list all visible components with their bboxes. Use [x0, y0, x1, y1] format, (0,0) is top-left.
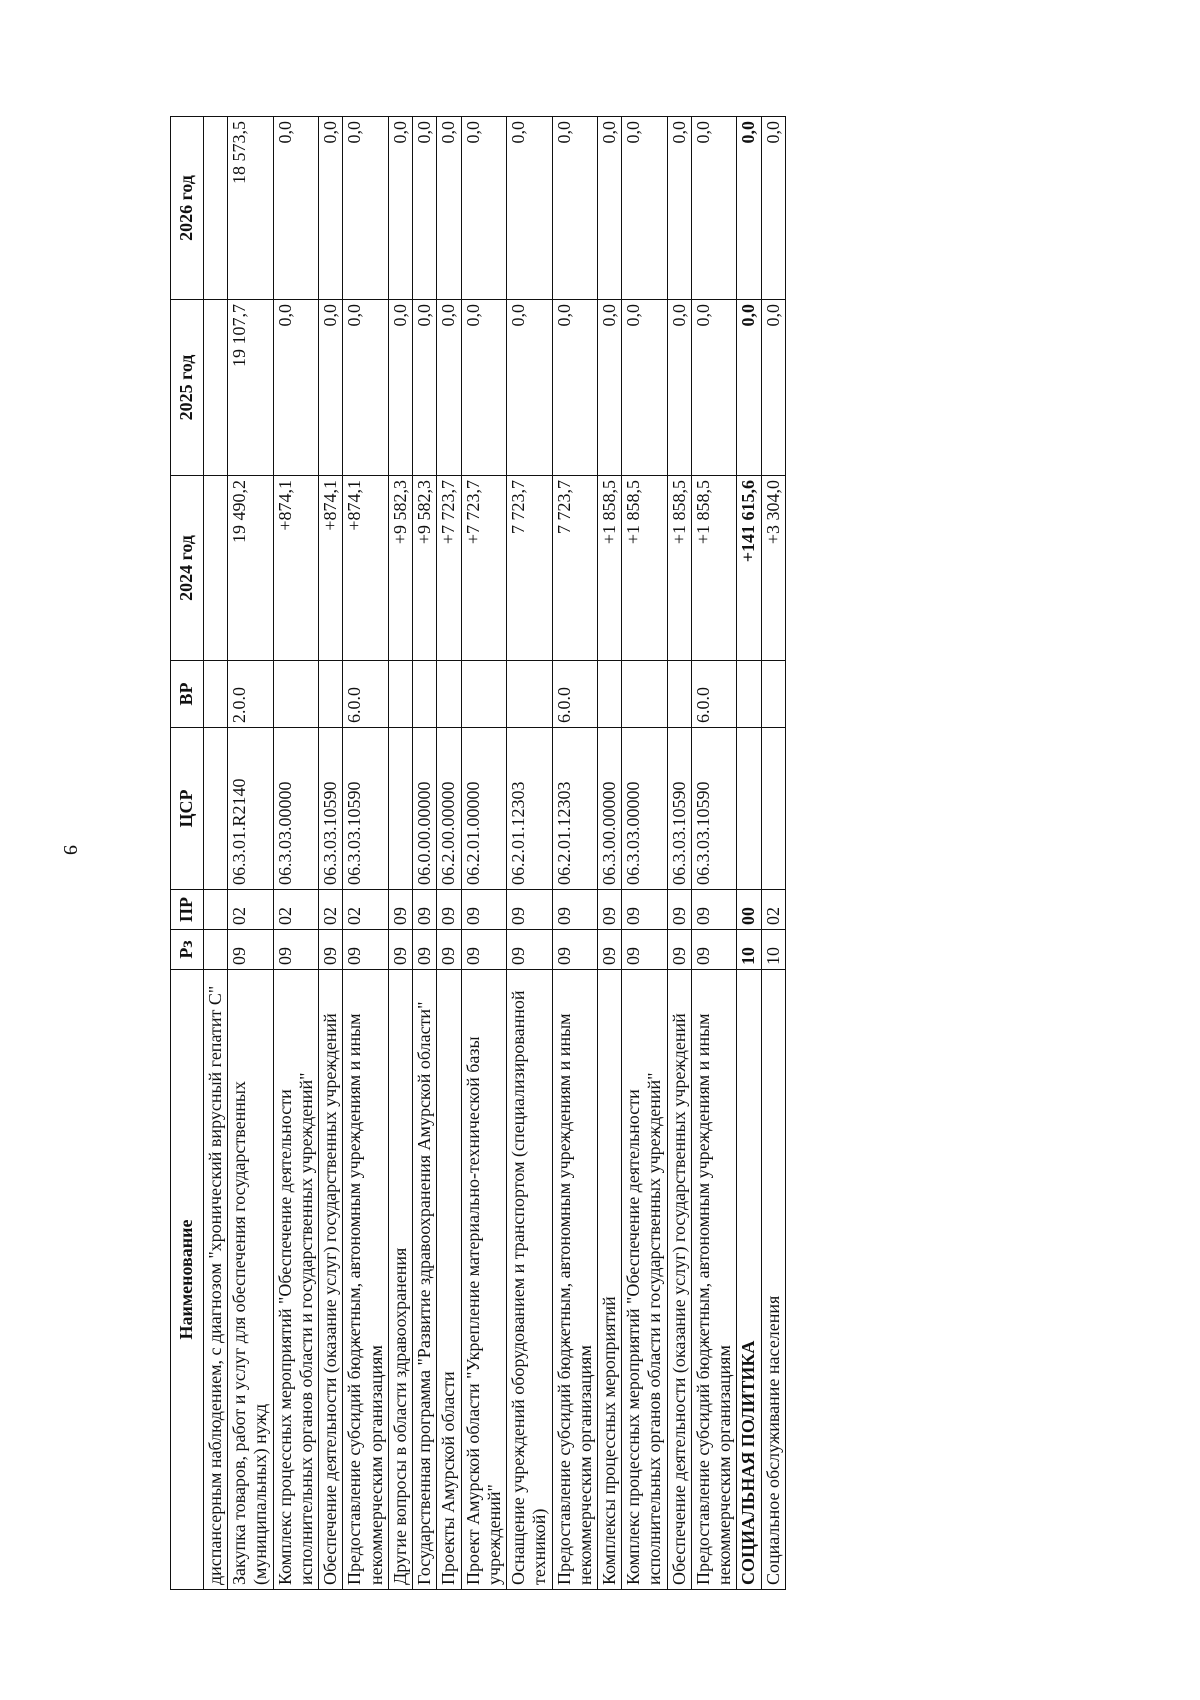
table-header-row	[171, 117, 204, 1590]
cell-csr: 06.2.00.00000	[437, 728, 461, 890]
cell-2025: 0,0	[622, 300, 667, 476]
cell-vr: 6.0.0	[691, 661, 736, 728]
cell-2026: 0,0	[667, 117, 691, 300]
cell-2025: 0,0	[667, 300, 691, 476]
cell-2024: 7 723,7	[507, 476, 552, 661]
cell-2024: +874,1	[343, 476, 388, 661]
page-number: 9	[59, 845, 81, 855]
table-row	[507, 117, 552, 1590]
cell-2024	[204, 476, 228, 661]
cell-rz: 09	[413, 930, 437, 970]
cell-2026: 0,0	[597, 117, 621, 300]
cell-rz: 09	[507, 930, 552, 970]
budget-table	[170, 116, 786, 1590]
table-row	[761, 117, 785, 1590]
cell-vr	[319, 661, 343, 728]
cell-pr	[204, 890, 228, 930]
cell-2025: 0,0	[343, 300, 388, 476]
cell-name: Проект Амурской области "Укрепление материально-технической базы учреждений"	[461, 970, 506, 1590]
table-row	[413, 117, 437, 1590]
cell-pr: 02	[273, 890, 318, 930]
cell-name: Предоставление субсидий бюджетным, автономным учреждениям и иным некоммерческим организациям	[552, 970, 597, 1590]
cell-name: Социальное обслуживание населения	[761, 970, 785, 1590]
cell-2024: +1 858,5	[597, 476, 621, 661]
cell-csr	[737, 728, 761, 890]
cell-pr: 02	[319, 890, 343, 930]
cell-csr: 06.3.00.00000	[597, 728, 621, 890]
cell-2026: 0,0	[761, 117, 785, 300]
cell-rz	[204, 930, 228, 970]
table-row	[388, 117, 412, 1590]
cell-rz: 09	[622, 930, 667, 970]
cell-2026: 0,0	[273, 117, 318, 300]
cell-2025: 0,0	[761, 300, 785, 476]
cell-vr	[461, 661, 506, 728]
table-row	[691, 117, 736, 1590]
table-row	[273, 117, 318, 1590]
cell-name: Другие вопросы в области здравоохранения	[388, 970, 412, 1590]
cell-2026: 0,0	[413, 117, 437, 300]
table-row	[204, 117, 228, 1590]
header-csr: ЦСР	[171, 728, 204, 890]
cell-vr: 2.0.0	[228, 661, 273, 728]
cell-2025	[204, 300, 228, 476]
header-2025: 2025 год	[171, 300, 204, 476]
cell-2026: 0,0	[552, 117, 597, 300]
cell-vr: 6.0.0	[343, 661, 388, 728]
cell-rz: 09	[597, 930, 621, 970]
cell-pr: 09	[552, 890, 597, 930]
cell-pr: 09	[597, 890, 621, 930]
cell-vr	[437, 661, 461, 728]
cell-rz: 09	[273, 930, 318, 970]
table-row	[597, 117, 621, 1590]
cell-2026	[204, 117, 228, 300]
cell-2026: 0,0	[461, 117, 506, 300]
cell-2024: +7 723,7	[437, 476, 461, 661]
cell-csr: 06.2.01.12303	[552, 728, 597, 890]
cell-rz: 10	[761, 930, 785, 970]
cell-rz: 09	[388, 930, 412, 970]
cell-pr: 09	[691, 890, 736, 930]
table-row	[667, 117, 691, 1590]
cell-2026: 0,0	[437, 117, 461, 300]
cell-2024: +1 858,5	[622, 476, 667, 661]
cell-csr: 06.2.01.00000	[461, 728, 506, 890]
cell-name: Комплекс процессных мероприятий "Обеспечение деятельности исполнительных органов области и государственных учреждений"	[622, 970, 667, 1590]
cell-2025: 19 107,7	[228, 300, 273, 476]
cell-vr	[204, 661, 228, 728]
cell-2025: 0,0	[388, 300, 412, 476]
cell-2026: 0,0	[737, 117, 761, 300]
cell-2026: 0,0	[319, 117, 343, 300]
header-rz: Рз	[171, 930, 204, 970]
cell-vr	[667, 661, 691, 728]
cell-rz: 09	[437, 930, 461, 970]
rotated-table-container	[170, 117, 1063, 1590]
cell-csr: 06.3.03.10590	[691, 728, 736, 890]
cell-pr: 02	[761, 890, 785, 930]
cell-vr: 6.0.0	[552, 661, 597, 728]
cell-pr: 09	[388, 890, 412, 930]
cell-vr	[507, 661, 552, 728]
cell-name: Комплекс процессных мероприятий "Обеспечение деятельности исполнительных органов области и государственных учреждений"	[273, 970, 318, 1590]
cell-rz: 09	[228, 930, 273, 970]
cell-vr	[761, 661, 785, 728]
cell-csr	[204, 728, 228, 890]
cell-name: Обеспечение деятельности (оказание услуг) государственных учреждений	[319, 970, 343, 1590]
cell-2025: 0,0	[597, 300, 621, 476]
cell-csr	[388, 728, 412, 890]
cell-2026: 18 573,5	[228, 117, 273, 300]
cell-name: Комплексы процессных мероприятий	[597, 970, 621, 1590]
cell-vr	[388, 661, 412, 728]
cell-name: Закупка товаров, работ и услуг для обеспечения государственных (муниципальных) нужд	[228, 970, 273, 1590]
cell-name: Обеспечение деятельности (оказание услуг) государственных учреждений	[667, 970, 691, 1590]
cell-csr: 06.0.00.00000	[413, 728, 437, 890]
cell-2025: 0,0	[319, 300, 343, 476]
cell-2024: +1 858,5	[691, 476, 736, 661]
cell-2025: 0,0	[461, 300, 506, 476]
cell-csr: 06.3.03.00000	[273, 728, 318, 890]
cell-rz: 10	[737, 930, 761, 970]
cell-pr: 09	[461, 890, 506, 930]
table-row	[343, 117, 388, 1590]
cell-csr: 06.3.03.00000	[622, 728, 667, 890]
header-2024: 2024 год	[171, 476, 204, 661]
cell-name: Предоставление субсидий бюджетным, автономным учреждениям и иным некоммерческим организациям	[691, 970, 736, 1590]
header-2026: 2026 год	[171, 117, 204, 300]
header-pr: ПР	[171, 890, 204, 930]
cell-rz: 09	[552, 930, 597, 970]
cell-csr: 06.3.03.10590	[667, 728, 691, 890]
cell-2026: 0,0	[343, 117, 388, 300]
cell-vr	[413, 661, 437, 728]
cell-name: Оснащение учреждений оборудованием и транспортом (специализированной техникой)	[507, 970, 552, 1590]
table-row	[437, 117, 461, 1590]
cell-2025: 0,0	[273, 300, 318, 476]
cell-vr	[273, 661, 318, 728]
cell-2025: 0,0	[691, 300, 736, 476]
cell-2025: 0,0	[552, 300, 597, 476]
cell-name: диспансерным наблюдением, с диагнозом "хронический вирусный гепатит С"	[204, 970, 228, 1590]
cell-2024: +9 582,3	[413, 476, 437, 661]
cell-csr: 06.2.01.12303	[507, 728, 552, 890]
cell-2025: 0,0	[737, 300, 761, 476]
cell-2024: +7 723,7	[461, 476, 506, 661]
cell-2024: +1 858,5	[667, 476, 691, 661]
cell-pr: 09	[437, 890, 461, 930]
table-row	[461, 117, 506, 1590]
cell-csr: 06.3.01.R2140	[228, 728, 273, 890]
cell-rz: 09	[461, 930, 506, 970]
cell-csr: 06.3.03.10590	[343, 728, 388, 890]
table-body	[204, 117, 786, 1590]
cell-rz: 09	[667, 930, 691, 970]
cell-name: Проекты Амурской области	[437, 970, 461, 1590]
table-row	[622, 117, 667, 1590]
cell-pr: 09	[622, 890, 667, 930]
table-row	[552, 117, 597, 1590]
cell-2024: 19 490,2	[228, 476, 273, 661]
cell-2024: +141 615,6	[737, 476, 761, 661]
cell-vr	[737, 661, 761, 728]
cell-2026: 0,0	[622, 117, 667, 300]
cell-2026: 0,0	[507, 117, 552, 300]
cell-csr	[761, 728, 785, 890]
cell-rz: 09	[343, 930, 388, 970]
cell-2025: 0,0	[437, 300, 461, 476]
header-vr: ВР	[171, 661, 204, 728]
cell-vr	[622, 661, 667, 728]
cell-vr	[597, 661, 621, 728]
cell-2026: 0,0	[691, 117, 736, 300]
cell-csr: 06.3.03.10590	[319, 728, 343, 890]
cell-2024: 7 723,7	[552, 476, 597, 661]
cell-pr: 09	[507, 890, 552, 930]
cell-2024: +9 582,3	[388, 476, 412, 661]
cell-pr: 00	[737, 890, 761, 930]
cell-2024: +874,1	[319, 476, 343, 661]
cell-pr: 02	[343, 890, 388, 930]
table-row	[228, 117, 273, 1590]
cell-rz: 09	[319, 930, 343, 970]
cell-name: Государственная программа "Развитие здравоохранения Амурской области"	[413, 970, 437, 1590]
cell-pr: 09	[413, 890, 437, 930]
cell-pr: 02	[228, 890, 273, 930]
cell-2026: 0,0	[388, 117, 412, 300]
cell-2024: +3 304,0	[761, 476, 785, 661]
table-row	[319, 117, 343, 1590]
cell-rz: 09	[691, 930, 736, 970]
cell-name: СОЦИАЛЬНАЯ ПОЛИТИКА	[737, 970, 761, 1590]
cell-2025: 0,0	[507, 300, 552, 476]
cell-2024: +874,1	[273, 476, 318, 661]
cell-2025: 0,0	[413, 300, 437, 476]
table-row-section-total	[737, 117, 761, 1590]
cell-pr: 09	[667, 890, 691, 930]
header-name: Наименование	[171, 970, 204, 1590]
cell-name: Предоставление субсидий бюджетным, автономным учреждениям и иным некоммерческим организациям	[343, 970, 388, 1590]
